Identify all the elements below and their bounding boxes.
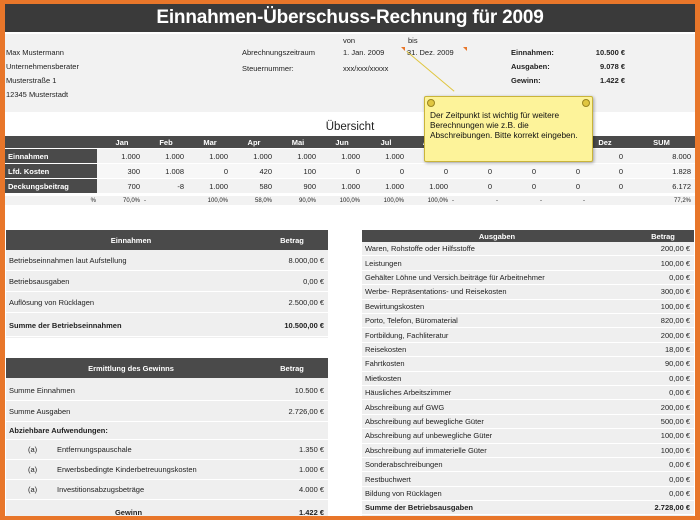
table-row[interactable] [362,300,694,314]
row-value[interactable]: 0,00 € [669,488,690,498]
overview-row-deckungsbeitrag [5,179,695,193]
row-value[interactable]: 1.422 € [298,508,324,516]
row-name: Häusliches Arbeitszimmer [365,388,452,398]
row-name: Betriebsausgaben [9,276,70,286]
percent-cell: 100,0% [207,197,228,204]
percent-cell: 100,0% [383,197,404,204]
overview-cell[interactable]: 1.000 [209,181,228,191]
overview-cell[interactable]: 6.172 [672,181,691,191]
summary-ausgaben-value: 9.078 € [599,62,625,71]
row-name: Abschreibung auf GWG [365,402,445,412]
tooltip-text: Der Zeitpunkt ist wichtig für weitere Berechnungen wie z.B. die Abschreibungen. Bitte korrekt eingeben. [430,110,578,140]
row-value[interactable]: 90,00 € [664,359,690,369]
ausgaben-table [362,230,694,516]
row-name: Investitionsabzugsbeträge [57,485,145,494]
table-row[interactable] [362,285,694,299]
overview-row-kosten [5,164,695,178]
tax-label: Steuernummer: [242,64,294,73]
row-name: Auflösung von Rücklagen [9,297,95,307]
percent-cell: 77,2% [673,197,691,204]
row-value[interactable]: 10.500,00 € [284,321,324,330]
comment-tooltip[interactable] [424,96,593,162]
overview-cell[interactable]: 0 [223,166,228,176]
table-row[interactable] [6,292,328,313]
summary-gewinn-label: Gewinn: [511,76,541,85]
item-marker: (a) [28,445,38,454]
overview-cell[interactable]: 300 [127,166,140,176]
row-name: Abschreibung auf bewegliche Güter [365,416,484,426]
summary-einnahmen-value: 10.500 € [595,48,625,57]
table-row[interactable] [6,401,328,422]
percent-cell: - [540,197,542,204]
tooltip-pin-icon[interactable] [427,99,435,107]
row-value[interactable]: 100,00 € [660,258,690,268]
ausgaben-header-betrag: Betrag [651,231,675,241]
period-from[interactable]: 1. Jan. 2009 [343,48,385,57]
table-row[interactable] [6,380,328,401]
overview-cell[interactable]: 1.000 [253,151,272,161]
table-row[interactable] [362,400,694,414]
row-value[interactable]: 300,00 € [660,287,690,297]
row-name: Summe der Betriebsausgaben [365,503,473,513]
table-row[interactable] [362,343,694,357]
table-row[interactable] [362,415,694,429]
summary-gewinn-value: 1.422 € [599,76,625,85]
overview-cell[interactable]: 0 [531,166,536,176]
percent-cell: - [496,197,498,204]
row-name: Fahrtkosten [365,359,405,369]
row-name: Entfernungspauschale [57,445,132,454]
gewinn-table [6,358,328,516]
percent-cell: - [452,197,454,204]
gewinn-header [6,358,328,378]
person-name[interactable]: Max Mustermann [6,48,64,57]
ausgaben-header-title: Ausgaben [478,231,516,241]
percent-cell: - [144,197,146,204]
month-header-jun: Jun [335,137,349,147]
period-to[interactable]: 31. Dez. 2009 [407,48,454,57]
row-value[interactable]: 2.728,00 € [654,503,690,513]
percent-cell: 58,0% [254,197,272,204]
row-value[interactable]: 200,00 € [660,402,690,412]
overview-cell[interactable]: 0 [399,166,404,176]
table-row[interactable] [362,372,694,386]
overview-cell[interactable]: 420 [259,166,272,176]
person-street[interactable]: Musterstraße 1 [6,76,57,85]
summary-ausgaben-label: Ausgaben: [511,62,550,71]
row-name: Leistungen [365,258,402,268]
table-row[interactable] [362,271,694,285]
row-value[interactable]: 0,00 € [669,388,690,398]
row-value[interactable]: 100,00 € [660,301,690,311]
row-label: Lfd. Kosten [5,164,97,178]
spreadsheet [5,4,695,516]
month-header-mar: Mar [203,137,217,147]
row-name: Reisekosten [365,344,407,354]
row-name: Restbuchwert [365,474,411,484]
einnahmen-header [6,230,328,250]
overview-cell[interactable]: 1.000 [121,151,140,161]
row-name: Sonderabschreibungen [365,460,443,470]
row-name: Betriebseinnahmen laut Aufstellung [9,255,127,265]
table-row[interactable] [362,501,694,515]
row-value[interactable]: 500,00 € [660,416,690,426]
table-row[interactable] [362,386,694,400]
row-value[interactable]: 0,00 € [669,373,690,383]
overview-cell[interactable]: 0 [575,166,580,176]
overview-cell[interactable]: 1.000 [165,151,184,161]
overview-cell[interactable]: 0 [575,181,580,191]
percent-cell: - [583,197,585,204]
table-row[interactable] [6,271,328,292]
table-row[interactable] [6,480,328,500]
sheet-title: Einnahmen-Überschuss-Rechnung für 2009 [5,4,695,32]
row-value[interactable]: 200,00 € [660,330,690,340]
table-row[interactable] [362,328,694,342]
overview-cell[interactable]: 0 [487,181,492,191]
month-header-feb: Feb [159,137,173,147]
bis-label: bis [408,36,418,45]
item-marker: (a) [28,465,38,474]
month-header-jul: Jul [380,137,392,147]
row-value[interactable]: 2.726,00 € [288,406,324,416]
row-name: Abschreibung auf immaterielle Güter [365,445,487,455]
row-value[interactable]: 0,00 € [669,460,690,470]
table-row[interactable] [362,357,694,371]
overview-cell[interactable]: -8 [177,181,184,191]
row-value[interactable]: 4.000 € [298,485,324,494]
table-row[interactable] [362,256,694,270]
overview-title: Übersicht [325,121,375,133]
table-row[interactable] [6,315,328,337]
overview-cell[interactable]: 0 [618,151,623,161]
row-value[interactable]: 18,00 € [664,344,690,354]
row-name: Erwerbsbedingte Kinderbetreuungskosten [57,465,197,474]
row-value[interactable]: 1.000 € [298,465,324,474]
row-value[interactable]: 8.000,00 € [288,255,324,265]
table-row[interactable] [362,429,694,443]
overview-cell[interactable]: 1.000 [429,181,448,191]
gewinn-header-title: Ermittlung des Gewinns [88,363,174,373]
row-label: Deckungsbeitrag [5,179,97,193]
abziehbar-heading [6,422,328,440]
overview-cell[interactable]: 1.000 [341,181,360,191]
overview-cell[interactable]: 0 [355,166,360,176]
einnahmen-header-title: Einnahmen [110,235,152,245]
overview-cell[interactable]: 1.000 [297,151,316,161]
row-name: Gehälter Löhne und Versich.beiträge für Arbeitnehmer [365,272,545,282]
item-marker: (a) [28,485,38,494]
einnahmen-header-betrag: Betrag [280,235,304,245]
tax-value[interactable]: xxx/xxx/xxxxx [343,64,389,73]
row-name: Bewirtungskosten [365,301,425,311]
overview-cell[interactable]: 0 [487,166,492,176]
percent-cell: 90,0% [298,197,316,204]
month-header-jan: Jan [115,137,129,147]
overview-cell[interactable]: 900 [303,181,316,191]
person-job[interactable]: Unternehmensberater [6,62,79,71]
row-name: Gewinn [114,508,143,516]
table-row[interactable] [6,440,328,460]
table-row[interactable] [362,487,694,501]
row-value[interactable]: 1.350 € [298,445,324,454]
overview-cell[interactable]: 100 [303,166,316,176]
table-row[interactable] [362,458,694,472]
period-label: Abrechnungszeitraum [242,48,315,57]
row-name: Summe Ausgaben [9,406,71,416]
row-value[interactable]: 2.500,00 € [288,297,324,307]
row-name: Summe Einnahmen [9,385,75,395]
row-name: Waren, Rohstoffe oder Hilfsstoffe [365,244,475,254]
row-value[interactable]: 10.500 € [294,385,324,395]
row-name: Porto, Telefon, Büromaterial [365,316,458,326]
percent-cell: 100,0% [339,197,360,204]
row-value[interactable]: 100,00 € [660,431,690,441]
overview-cell[interactable]: 0 [531,181,536,191]
percent-cell: 100,0% [427,197,448,204]
percent-cell: 70,0% [122,197,140,204]
row-value[interactable]: 820,00 € [660,316,690,326]
month-header-sum: SUM [653,137,670,147]
row-name: Fortbildung, Fachliteratur [365,330,449,340]
overview-cell[interactable]: 0 [618,166,623,176]
percent-label: % [90,197,96,204]
table-row[interactable] [362,242,694,256]
table-row[interactable] [6,250,328,271]
overview-cell[interactable]: 1.000 [209,151,228,161]
table-row[interactable] [362,444,694,458]
overview-row-percent [5,196,695,205]
row-name: Werbe- Repräsentations- und Reisekosten [365,287,507,297]
month-header-apr: Apr [247,137,261,147]
overview-cell[interactable]: 1.008 [165,166,184,176]
gewinn-header-betrag: Betrag [280,363,304,373]
overview-cell[interactable]: 1.000 [385,151,404,161]
overview-cell[interactable]: 580 [259,181,272,191]
row-name: Summe der Betriebseinnahmen [9,321,122,330]
comment-marker[interactable] [463,47,467,51]
ausgaben-header [362,230,694,242]
overview-cell[interactable]: 1.000 [341,151,360,161]
overview-cell[interactable]: 1.000 [385,181,404,191]
einnahmen-table [6,230,328,338]
overview-cell[interactable]: 0 [443,166,448,176]
row-value[interactable]: 0,00 € [669,474,690,484]
row-value[interactable]: 100,00 € [660,445,690,455]
table-row[interactable] [6,460,328,480]
row-name: Abziehbare Aufwendungen: [9,426,108,435]
tooltip-close-icon[interactable] [582,99,590,107]
person-city[interactable]: 12345 Musterstadt [6,90,69,99]
row-name: Mietkosten [365,373,402,383]
row-name: Bildung von Rücklagen [365,488,442,498]
row-value[interactable]: 200,00 € [660,244,690,254]
comment-marker[interactable] [401,47,405,51]
overview-cell[interactable]: 700 [127,181,140,191]
row-name: Abschreibung auf unbewegliche Güter [365,431,493,441]
row-label: Einnahmen [5,149,97,163]
overview-cell[interactable]: 0 [618,181,623,191]
row-value[interactable]: 0,00 € [669,272,690,282]
row-value[interactable]: 0,00 € [303,276,324,286]
month-header-mai: Mai [291,137,305,147]
summary-einnahmen-label: Einnahmen: [511,48,554,57]
von-label: von [343,36,356,45]
table-row[interactable] [362,314,694,328]
table-row[interactable] [362,472,694,486]
overview-cell[interactable]: 8.000 [672,151,691,161]
month-header-dez: Dez [598,137,612,147]
table-row[interactable] [6,503,328,516]
overview-cell[interactable]: 1.828 [672,166,691,176]
